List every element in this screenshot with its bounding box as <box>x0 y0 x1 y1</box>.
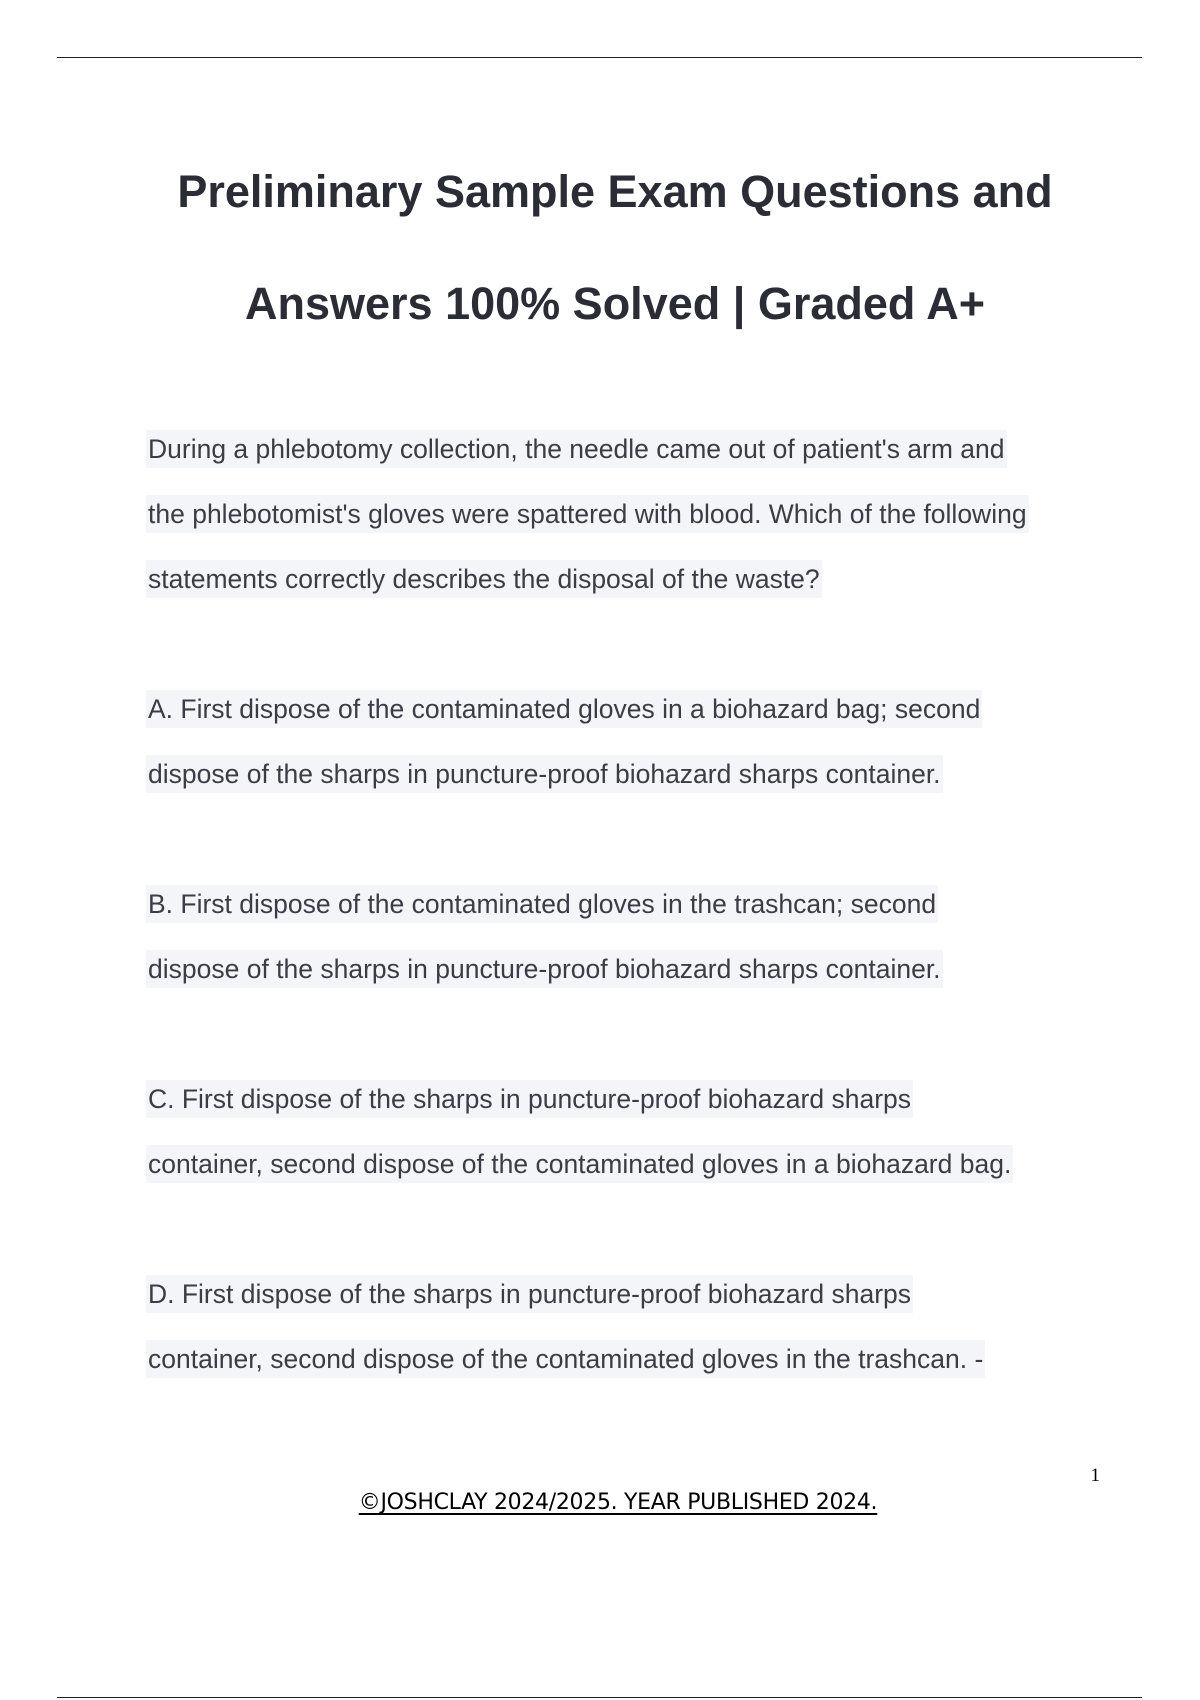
title-line-1: Preliminary Sample Exam Questions and <box>177 166 1053 217</box>
document-title <box>100 136 1130 360</box>
question-text <box>146 417 1096 612</box>
copyright-footer: ©JOSHCLAY 2024/2025. YEAR PUBLISHED 2024. <box>358 1490 878 1515</box>
option-d-line-2: container, second dispose of the contaminated gloves in the trashcan. - <box>146 1340 985 1378</box>
question-line-2: the phlebotomist's gloves were spattered with blood. Which of the following <box>146 495 1029 533</box>
bottom-rule <box>57 1697 1142 1698</box>
option-c <box>146 1067 1096 1197</box>
option-d <box>146 1262 1096 1392</box>
question-line-1: During a phlebotomy collection, the needle came out of patient's arm and <box>146 430 1007 468</box>
option-c-line-2: container, second dispose of the contaminated gloves in a biohazard bag. <box>146 1145 1013 1183</box>
option-d-line-1: D. First dispose of the sharps in puncture-proof biohazard sharps <box>146 1275 913 1313</box>
option-c-line-1: C. First dispose of the sharps in puncture-proof biohazard sharps <box>146 1080 913 1118</box>
title-line-2: Answers 100% Solved | Graded A+ <box>245 278 985 329</box>
option-a <box>146 677 1096 807</box>
option-a-line-1: A. First dispose of the contaminated gloves in a biohazard bag; second <box>146 690 982 728</box>
question-line-3: statements correctly describes the disposal of the waste? <box>146 560 822 598</box>
top-rule <box>57 57 1142 58</box>
option-b <box>146 872 1096 1002</box>
option-b-line-2: dispose of the sharps in puncture-proof biohazard sharps container. <box>146 950 943 988</box>
option-b-line-1: B. First dispose of the contaminated gloves in the trashcan; second <box>146 885 938 923</box>
option-a-line-2: dispose of the sharps in puncture-proof biohazard sharps container. <box>146 755 943 793</box>
page-number: 1 <box>1090 1465 1100 1486</box>
